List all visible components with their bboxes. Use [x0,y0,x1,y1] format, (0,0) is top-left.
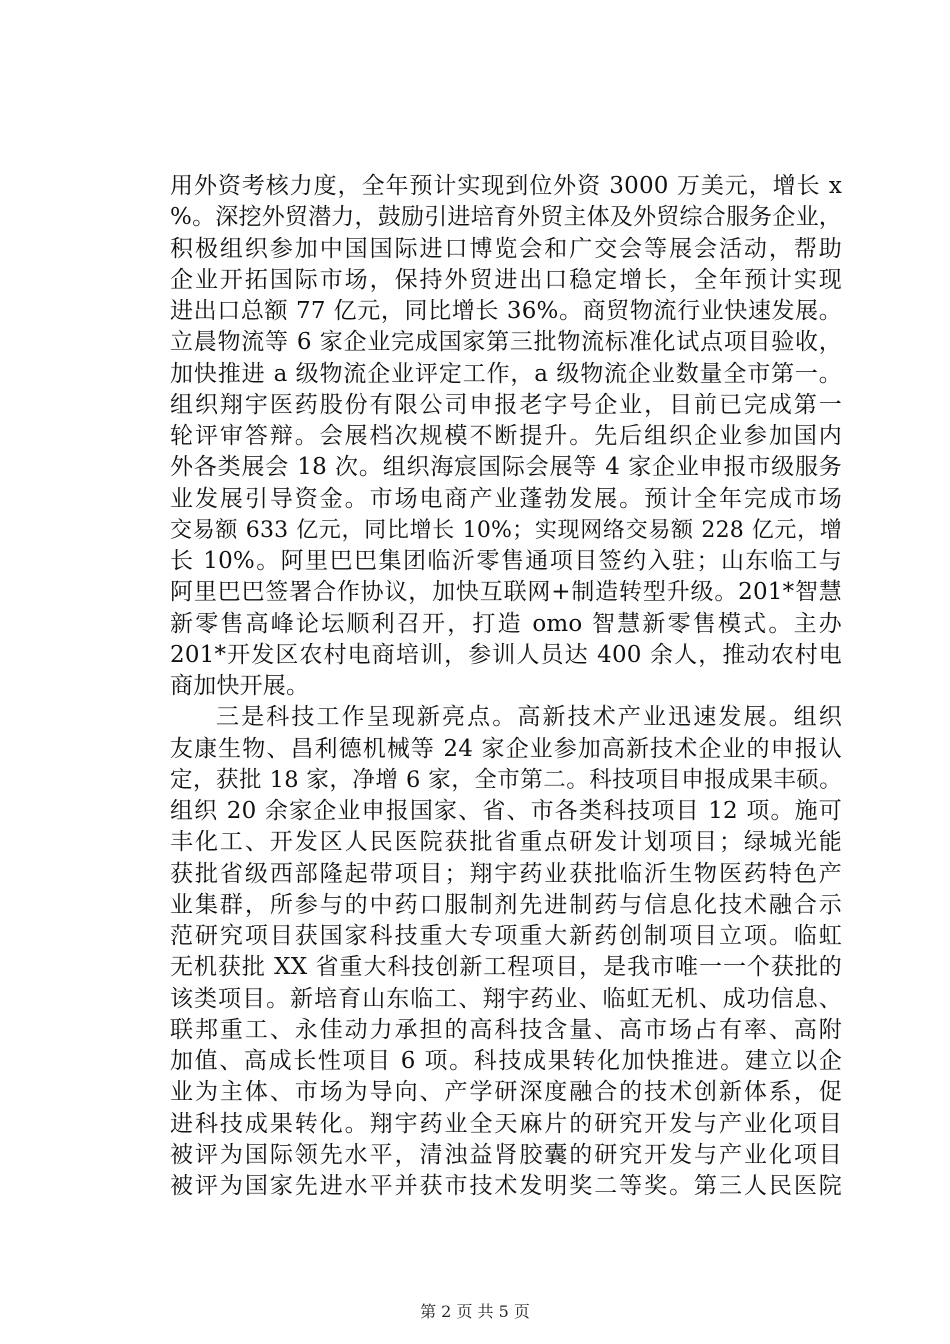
text-line: 组织翔宇医药股份有限公司申报老字号企业，目前已完成第一 [170,391,842,418]
text-line: 新零售高峰论坛顺利召开，打造 omo 智慧新零售模式。主办 [170,610,842,637]
text-line: 范研究项目获国家科技重大专项重大新药创制项目立项。临虹 [170,923,842,949]
text-line: 商加快开展。 [170,673,310,699]
text-line: 丰化工、开发区人民医院获批省重点研发计划项目；绿城光能 [170,829,842,856]
text-line: 长 10%。阿里巴巴集团临沂零售通项目签约入驻；山东临工与 [170,548,842,574]
text-line: 无机获批 XX 省重大科技创新工程项目，是我市唯一一个获批的 [170,954,842,981]
text-line: 加值、高成长性项目 6 项。科技成果转化加快推进。建立以企 [170,1048,842,1074]
text-line: 企业开拓国际市场，保持外贸进出口稳定增长，全年预计实现 [170,266,842,293]
text-line: 该类项目。新培育山东临工、翔宇药业、临虹无机、成功信息、 [170,985,842,1012]
text-line: 被评为国际领先水平，清浊益肾胶囊的研究开发与产业化项目 [170,1141,842,1168]
text-line: 加快推进 a 级物流企业评定工作，a 级物流企业数量全市第一。 [170,360,842,387]
text-line: 交易额 633 亿元，同比增长 10%；实现网络交易额 228 亿元，增 [170,517,842,543]
text-line: 联邦重工、永佳动力承担的高科技含量、高市场占有率、高附 [170,1016,842,1043]
text-line: 业发展引导资金。市场电商产业蓬勃发展。预计全年完成市场 [170,485,842,512]
text-line: 定，获批 18 家，净增 6 家，全市第二。科技项目申报成果丰硕。 [170,766,842,793]
text-line: 友康生物、昌利德机械等 24 家企业参加高新技术企业的申报认 [170,735,842,762]
text-line: 201*开发区农村电商培训，参训人员达 400 余人，推动农村电 [170,641,842,668]
body-text [170,171,842,1202]
text-line: 组织 20 余家企业申报国家、省、市各类科技项目 12 项。施可 [170,798,842,824]
text-line: 三是科技工作呈现新亮点。高新技术产业迅速发展。组织 [216,704,842,731]
text-line: 进出口总额 77 亿元，同比增长 36%。商贸物流行业快速发展。 [170,298,842,324]
text-line: 用外资考核力度，全年预计实现到位外资 3000 万美元，增长 x [170,173,842,199]
text-line: 轮评审答辩。会展档次规模不断提升。先后组织企业参加国内 [170,423,842,449]
text-line: 被评为国家先进水平并获市技术发明奖二等奖。第三人民医院 [170,1173,842,1199]
text-line: 业集群，所参与的中药口服制剂先进制药与信息化技术融合示 [170,891,842,918]
text-line: 外各类展会 18 次。组织海宸国际会展等 4 家企业申报市级服务 [170,454,842,481]
text-line: 进科技成果转化。翔宇药业全天麻片的研究开发与产业化项目 [170,1110,842,1137]
text-line: 获批省级西部隆起带项目；翔宇药业获批临沂生物医药特色产 [170,860,842,887]
text-line: 阿里巴巴签署合作协议，加快互联网+制造转型升级。201*智慧 [170,579,842,606]
page-footer: 第 2 页 共 5 页 [420,1302,530,1321]
text-line: 积极组织参加中国国际进口博览会和广交会等展会活动，帮助 [170,235,842,262]
text-line: 业为主体、市场为导向、产学研深度融合的技术创新体系，促 [170,1079,842,1106]
text-line: %。深挖外贸潜力，鼓励引进培育外贸主体及外贸综合服务企业， [170,204,842,231]
text-line: 立晨物流等 6 家企业完成国家第三批物流标准化试点项目验收， [170,329,842,356]
